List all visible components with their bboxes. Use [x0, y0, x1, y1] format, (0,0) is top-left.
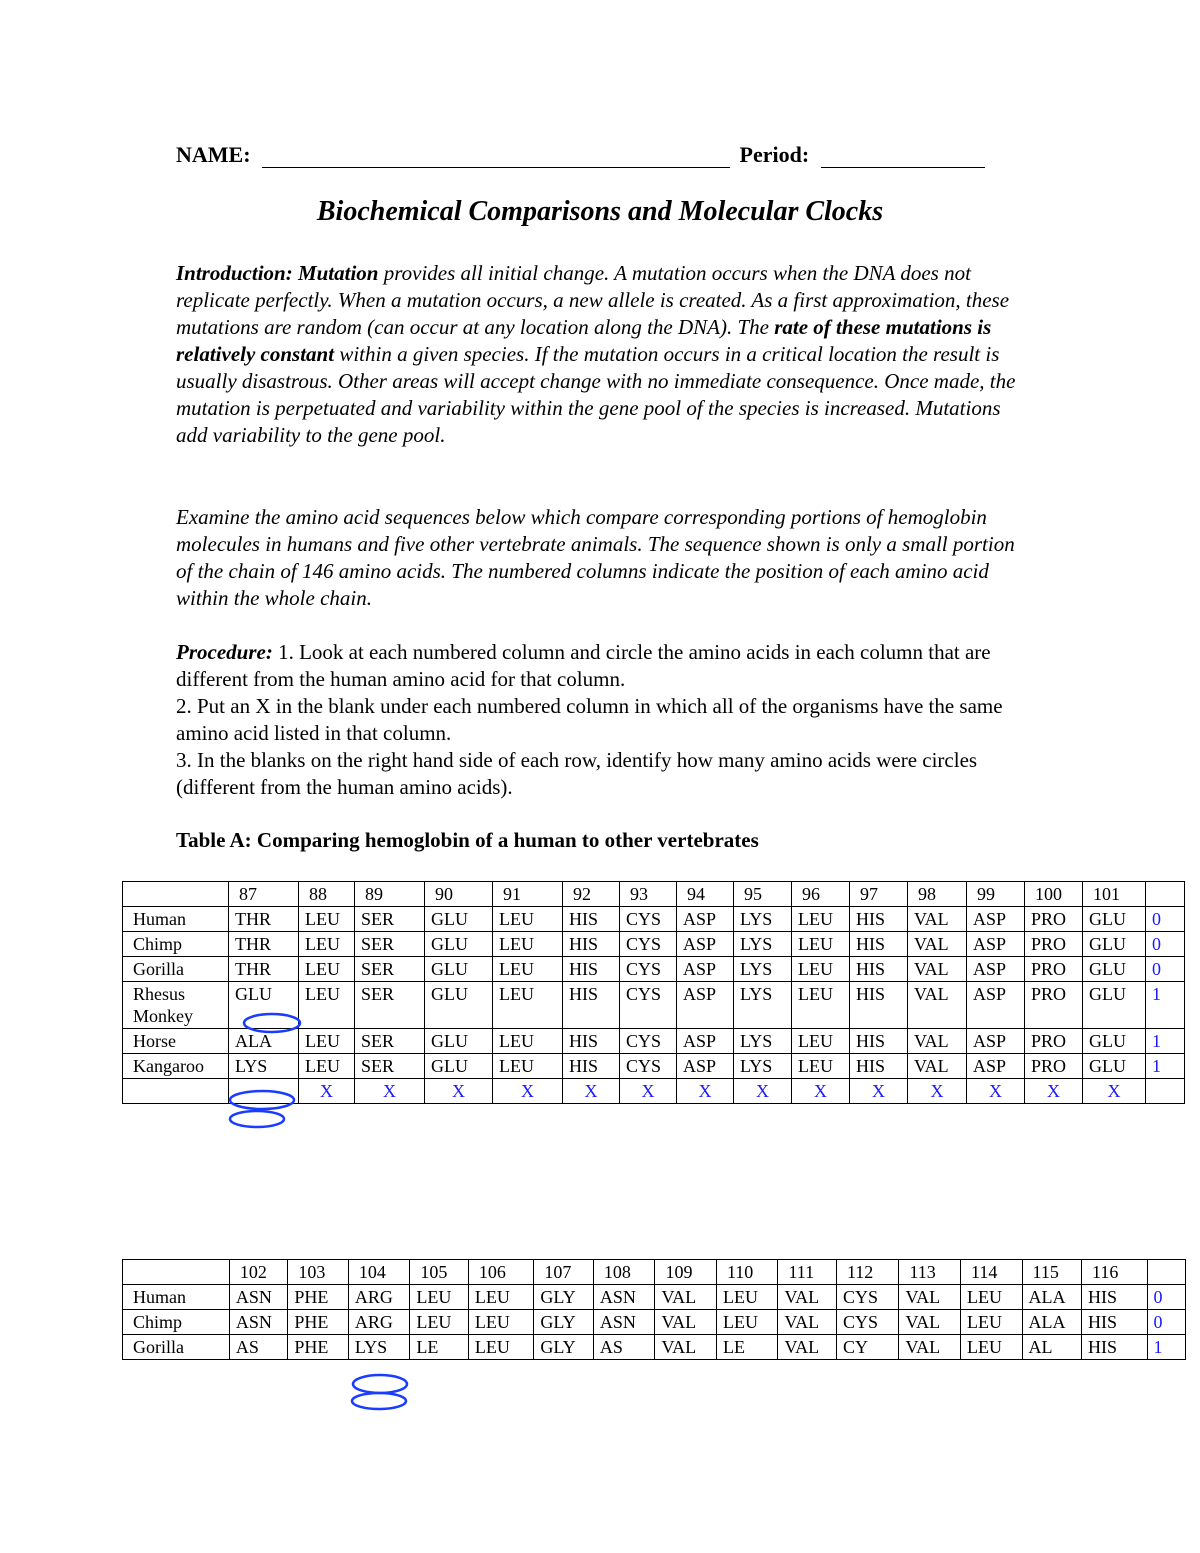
amino-acid-cell[interactable]: LEU	[792, 957, 850, 982]
amino-acid-cell[interactable]: HIS	[563, 932, 620, 957]
position-number: 100	[1025, 882, 1083, 907]
amino-acid-cell[interactable]: VAL	[908, 907, 967, 932]
position-number: 90	[425, 882, 493, 907]
difference-count[interactable]: 1	[1146, 1054, 1185, 1079]
procedure-step-3: 3. In the blanks on the right hand side of each row, identify how many amino acids were circles (different from the human amino acids).	[176, 748, 978, 799]
introduction-text-1: provides all initial change. A mutation occurs when the DNA does not replicate perfectly. When a mutation occurs, a new allele is created. As a first approximation, these mutations are random (can occur at any location along the DNA). The	[176, 261, 1010, 339]
position-number: 93	[620, 882, 677, 907]
amino-acid-cell[interactable]: VAL	[778, 1285, 836, 1310]
difference-count[interactable]: 0	[1146, 907, 1185, 932]
amino-acid-cell[interactable]: VAL	[655, 1335, 717, 1360]
amino-acid-cell[interactable]: ASP	[677, 982, 734, 1029]
position-number: 89	[355, 882, 425, 907]
amino-acid-cell[interactable]: VAL	[778, 1310, 836, 1335]
x-mark-cell[interactable]: X	[850, 1079, 908, 1104]
amino-acid-cell[interactable]: PHE	[288, 1335, 349, 1360]
amino-acid-cell[interactable]: LEU	[410, 1285, 468, 1310]
amino-acid-cell[interactable]: CYS	[620, 957, 677, 982]
amino-acid-cell[interactable]: LEU	[468, 1310, 534, 1335]
amino-acid-cell[interactable]: ASP	[967, 932, 1025, 957]
position-number: 116	[1082, 1260, 1148, 1285]
amino-acid-cell[interactable]: LEU	[299, 932, 355, 957]
x-mark-cell[interactable]: X	[1083, 1079, 1146, 1104]
amino-acid-cell[interactable]: HIS	[563, 1029, 620, 1054]
x-mark-cell[interactable]: X	[967, 1079, 1025, 1104]
page-title: Biochemical Comparisons and Molecular Clocks	[316, 196, 884, 227]
amino-acid-cell[interactable]: HIS	[1082, 1285, 1148, 1310]
amino-acid-cell[interactable]: ASP	[967, 1054, 1025, 1079]
x-mark-cell[interactable]: X	[563, 1079, 620, 1104]
amino-acid-cell[interactable]: GLU	[425, 1029, 493, 1054]
amino-acid-cell[interactable]: ASN	[593, 1310, 655, 1335]
amino-acid-cell[interactable]: SER	[355, 907, 425, 932]
amino-acid-cell[interactable]: PRO	[1025, 957, 1083, 982]
amino-acid-cell[interactable]: GLU	[425, 957, 493, 982]
position-number: 91	[493, 882, 563, 907]
position-number: 112	[836, 1260, 899, 1285]
position-number: 101	[1083, 882, 1146, 907]
amino-acid-cell[interactable]: CYS	[836, 1310, 899, 1335]
amino-acid-cell[interactable]: GLU	[229, 982, 299, 1029]
amino-acid-cell[interactable]: ASP	[967, 982, 1025, 1029]
x-mark-cell[interactable]: X	[734, 1079, 792, 1104]
amino-acid-cell[interactable]: LEU	[410, 1310, 468, 1335]
position-number: 96	[792, 882, 850, 907]
position-number: 97	[850, 882, 908, 907]
position-number: 111	[778, 1260, 836, 1285]
introduction-text-2: within a given species. If the mutation occurs in a critical location the result is usually disastrous. Other areas will accept change with no immediate consequence. Once made, the mutation is perpetuated and variability within the gene pool of the species is increased. Mutations add variability to the gene pool.	[176, 342, 1016, 447]
introduction-emphasis: rate of these mutations is relatively constant	[176, 315, 992, 366]
circle-mark-horse-lower	[230, 1111, 284, 1127]
amino-acid-cell[interactable]: AS	[593, 1335, 655, 1360]
amino-acid-cell[interactable]: LEU	[960, 1285, 1022, 1310]
amino-acid-cell[interactable]: LEU	[792, 1029, 850, 1054]
circle-mark-gorilla-104-lower	[352, 1393, 406, 1409]
amino-acid-cell[interactable]: LEU	[493, 1054, 563, 1079]
amino-acid-cell[interactable]: VAL	[899, 1335, 961, 1360]
amino-acid-cell[interactable]: LE	[410, 1335, 468, 1360]
amino-acid-cell[interactable]: LEU	[792, 932, 850, 957]
amino-acid-cell[interactable]: ASN	[229, 1285, 287, 1310]
amino-acid-cell[interactable]: THR	[229, 957, 299, 982]
x-mark-cell[interactable]: X	[620, 1079, 677, 1104]
introduction-lead: Introduction: Mutation	[176, 261, 379, 285]
amino-acid-cell[interactable]: LEU	[468, 1335, 534, 1360]
x-mark-cell[interactable]: X	[355, 1079, 425, 1104]
amino-acid-cell[interactable]: CY	[836, 1335, 899, 1360]
amino-acid-cell[interactable]: CYS	[620, 1029, 677, 1054]
species-name: Human	[123, 907, 229, 932]
amino-acid-cell[interactable]: VAL	[908, 1029, 967, 1054]
species-name: Horse	[123, 1029, 229, 1054]
amino-acid-cell[interactable]: THR	[229, 932, 299, 957]
amino-acid-cell[interactable]: LEU	[792, 907, 850, 932]
x-mark-cell[interactable]: X	[1025, 1079, 1083, 1104]
amino-acid-cell[interactable]: SER	[355, 982, 425, 1029]
amino-acid-cell[interactable]: LEU	[493, 932, 563, 957]
amino-acid-cell[interactable]: LEU	[716, 1285, 778, 1310]
amino-acid-cell[interactable]: GLU	[425, 907, 493, 932]
amino-acid-cell[interactable]: ASP	[677, 1054, 734, 1079]
amino-acid-cell[interactable]: HIS	[563, 957, 620, 982]
x-mark-cell[interactable]: X	[493, 1079, 563, 1104]
amino-acid-cell[interactable]: HIS	[563, 907, 620, 932]
position-number: 98	[908, 882, 967, 907]
amino-acid-cell[interactable]: ASP	[967, 1029, 1025, 1054]
amino-acid-cell[interactable]: ALA	[1022, 1310, 1082, 1335]
position-number: 108	[593, 1260, 655, 1285]
amino-acid-cell[interactable]: VAL	[778, 1335, 836, 1360]
amino-acid-cell[interactable]: SER	[355, 1054, 425, 1079]
amino-acid-cell[interactable]: LEU	[493, 907, 563, 932]
amino-acid-cell[interactable]: LEU	[960, 1310, 1022, 1335]
amino-acid-cell[interactable]: LYS	[229, 1054, 299, 1079]
amino-acid-cell[interactable]: ASP	[967, 957, 1025, 982]
species-name: Kangaroo	[123, 1054, 229, 1079]
amino-acid-cell[interactable]: LYS	[734, 932, 792, 957]
amino-acid-cell[interactable]: LEU	[299, 982, 355, 1029]
position-number: 106	[468, 1260, 534, 1285]
amino-acid-cell[interactable]: VAL	[655, 1310, 717, 1335]
procedure-label: Procedure:	[176, 640, 273, 664]
amino-acid-cell[interactable]: PHE	[288, 1285, 349, 1310]
amino-acid-cell[interactable]: ASN	[229, 1310, 287, 1335]
amino-acid-cell[interactable]: VAL	[908, 957, 967, 982]
amino-acid-cell[interactable]: CYS	[620, 982, 677, 1029]
amino-acid-cell[interactable]: ASP	[677, 957, 734, 982]
amino-acid-cell[interactable]: SER	[355, 1029, 425, 1054]
amino-acid-cell[interactable]: VAL	[908, 982, 967, 1029]
amino-acid-cell[interactable]: LE	[716, 1335, 778, 1360]
amino-acid-cell[interactable]: GLU	[1083, 1054, 1146, 1079]
amino-acid-cell[interactable]: GLU	[1083, 932, 1146, 957]
difference-count[interactable]: 0	[1147, 1285, 1185, 1310]
amino-acid-cell[interactable]: GLU	[425, 982, 493, 1029]
amino-acid-cell[interactable]: CYS	[836, 1285, 899, 1310]
difference-count[interactable]: 1	[1147, 1335, 1185, 1360]
amino-acid-cell[interactable]: LEU	[792, 1054, 850, 1079]
amino-acid-cell[interactable]: LEU	[493, 982, 563, 1029]
amino-acid-cell[interactable]: THR	[229, 907, 299, 932]
amino-acid-cell[interactable]: HIS	[850, 982, 908, 1029]
amino-acid-cell[interactable]: GLU	[1083, 1029, 1146, 1054]
amino-acid-cell[interactable]: GLU	[1083, 982, 1146, 1029]
amino-acid-cell[interactable]: LYS	[734, 957, 792, 982]
position-number: 107	[534, 1260, 594, 1285]
amino-acid-cell[interactable]: GLU	[425, 1054, 493, 1079]
amino-acid-cell[interactable]: ASN	[593, 1285, 655, 1310]
position-number: 103	[288, 1260, 349, 1285]
position-number: 110	[716, 1260, 778, 1285]
examine-text: Examine the amino acid sequences below which compare corresponding portions of hemoglobin molecules in humans and five other vertebrate animals. The sequence shown is only a small portion of the chain of 146 amino acids. The numbered columns indicate the position of each amino acid within the whole chain.	[176, 505, 1015, 610]
amino-acid-cell[interactable]: AS	[229, 1335, 287, 1360]
circle-mark-gorilla	[244, 1014, 300, 1032]
amino-acid-cell[interactable]: PRO	[1025, 1029, 1083, 1054]
amino-acid-cell[interactable]: LYS	[734, 1029, 792, 1054]
amino-acid-cell[interactable]: HIS	[563, 1054, 620, 1079]
amino-acid-cell[interactable]: HIS	[850, 932, 908, 957]
amino-acid-cell[interactable]: VAL	[655, 1285, 717, 1310]
amino-acid-cell[interactable]: LEU	[493, 1029, 563, 1054]
species-name: Chimp	[123, 1310, 230, 1335]
difference-count[interactable]: 0	[1146, 932, 1185, 957]
amino-acid-cell[interactable]: GLU	[1083, 907, 1146, 932]
position-number: 99	[967, 882, 1025, 907]
amino-acid-cell[interactable]: ASP	[677, 1029, 734, 1054]
amino-acid-cell[interactable]: ALA	[1022, 1285, 1082, 1310]
amino-acid-cell[interactable]: HIS	[1082, 1310, 1148, 1335]
amino-acid-cell[interactable]: ARG	[348, 1285, 410, 1310]
amino-acid-cell[interactable]: CYS	[620, 932, 677, 957]
difference-count[interactable]: 1	[1146, 982, 1185, 1029]
table-a-caption: Table A: Comparing hemoglobin of a human to other vertebrates	[176, 828, 759, 852]
amino-acid-cell[interactable]: LEU	[716, 1310, 778, 1335]
amino-acid-cell[interactable]: HIS	[850, 957, 908, 982]
amino-acid-cell[interactable]: GLY	[534, 1310, 594, 1335]
position-number: 109	[655, 1260, 717, 1285]
amino-acid-cell[interactable]: ALA	[229, 1029, 299, 1054]
amino-acid-cell[interactable]: HIS	[563, 982, 620, 1029]
difference-count[interactable]: 0	[1147, 1310, 1185, 1335]
amino-acid-cell[interactable]: LYS	[734, 982, 792, 1029]
amino-acid-cell[interactable]: SER	[355, 932, 425, 957]
amino-acid-cell[interactable]: HIS	[850, 1029, 908, 1054]
amino-acid-cell[interactable]: GLU	[1083, 957, 1146, 982]
amino-acid-cell[interactable]: CYS	[620, 1054, 677, 1079]
difference-count[interactable]: 0	[1146, 957, 1185, 982]
position-number: 104	[348, 1260, 410, 1285]
x-mark-cell[interactable]: X	[425, 1079, 493, 1104]
amino-acid-cell[interactable]: ASP	[677, 932, 734, 957]
amino-acid-cell[interactable]: VAL	[899, 1310, 961, 1335]
amino-acid-cell[interactable]: PRO	[1025, 907, 1083, 932]
circle-mark-gorilla-104-upper	[353, 1375, 407, 1393]
amino-acid-cell[interactable]: ASP	[967, 907, 1025, 932]
position-number: 87	[229, 882, 299, 907]
amino-acid-cell[interactable]: LYS	[734, 907, 792, 932]
amino-acid-cell[interactable]: PRO	[1025, 1054, 1083, 1079]
position-number: 88	[299, 882, 355, 907]
amino-acid-cell[interactable]: LEU	[792, 982, 850, 1029]
amino-acid-cell[interactable]: ASP	[677, 907, 734, 932]
species-name: Rhesus Monkey	[123, 982, 229, 1029]
amino-acid-cell[interactable]: GLY	[534, 1285, 594, 1310]
amino-acid-cell[interactable]: LEU	[493, 957, 563, 982]
position-number: 115	[1022, 1260, 1082, 1285]
x-mark-cell[interactable]: X	[792, 1079, 850, 1104]
x-mark-cell[interactable]: X	[299, 1079, 355, 1104]
amino-acid-cell[interactable]: GLU	[425, 932, 493, 957]
x-mark-cell[interactable]: X	[908, 1079, 967, 1104]
amino-acid-cell[interactable]: ARG	[348, 1310, 410, 1335]
amino-acid-cell[interactable]: HIS	[1082, 1335, 1148, 1360]
amino-acid-cell[interactable]: LYS	[734, 1054, 792, 1079]
amino-acid-cell[interactable]: PRO	[1025, 932, 1083, 957]
circle-mark-horse-upper	[230, 1091, 294, 1109]
procedure-step-1: 1. Look at each numbered column and circle the amino acids in each column that are different from the human amino acid for that column.	[176, 640, 991, 691]
amino-acid-cell[interactable]: LEU	[299, 907, 355, 932]
amino-acid-cell[interactable]: GLY	[534, 1335, 594, 1360]
amino-acid-cell[interactable]: LEU	[960, 1335, 1022, 1360]
position-number: 114	[960, 1260, 1022, 1285]
amino-acid-cell[interactable]: PHE	[288, 1310, 349, 1335]
amino-acid-cell[interactable]: HIS	[850, 907, 908, 932]
x-mark-cell[interactable]: X	[677, 1079, 734, 1104]
position-number: 92	[563, 882, 620, 907]
amino-acid-cell[interactable]: LEU	[299, 1029, 355, 1054]
species-name: Gorilla	[123, 1335, 230, 1360]
species-name: Gorilla	[123, 957, 229, 982]
amino-acid-cell[interactable]: LEU	[468, 1285, 534, 1310]
amino-acid-cell[interactable]: SER	[355, 957, 425, 982]
amino-acid-cell[interactable]: AL	[1022, 1335, 1082, 1360]
position-number: 113	[899, 1260, 961, 1285]
position-number: 95	[734, 882, 792, 907]
amino-acid-cell[interactable]: HIS	[850, 1054, 908, 1079]
name-label: NAME:	[176, 142, 251, 167]
position-number: 105	[410, 1260, 468, 1285]
amino-acid-cell[interactable]: VAL	[899, 1285, 961, 1310]
difference-count[interactable]: 1	[1146, 1029, 1185, 1054]
species-name: Chimp	[123, 932, 229, 957]
position-number: 94	[677, 882, 734, 907]
amino-acid-cell[interactable]: LYS	[348, 1335, 410, 1360]
amino-acid-cell[interactable]: CYS	[620, 907, 677, 932]
position-number: 102	[229, 1260, 287, 1285]
species-name: Human	[123, 1285, 230, 1310]
amino-acid-cell[interactable]: LEU	[299, 1054, 355, 1079]
procedure-step-2: 2. Put an X in the blank under each numbered column in which all of the organisms have the same amino acid listed in that column.	[176, 694, 1003, 745]
amino-acid-cell[interactable]: PRO	[1025, 982, 1083, 1029]
period-label: Period:	[739, 142, 810, 167]
amino-acid-cell[interactable]: VAL	[908, 1054, 967, 1079]
amino-acid-cell[interactable]: VAL	[908, 932, 967, 957]
amino-acid-cell[interactable]: LEU	[299, 957, 355, 982]
